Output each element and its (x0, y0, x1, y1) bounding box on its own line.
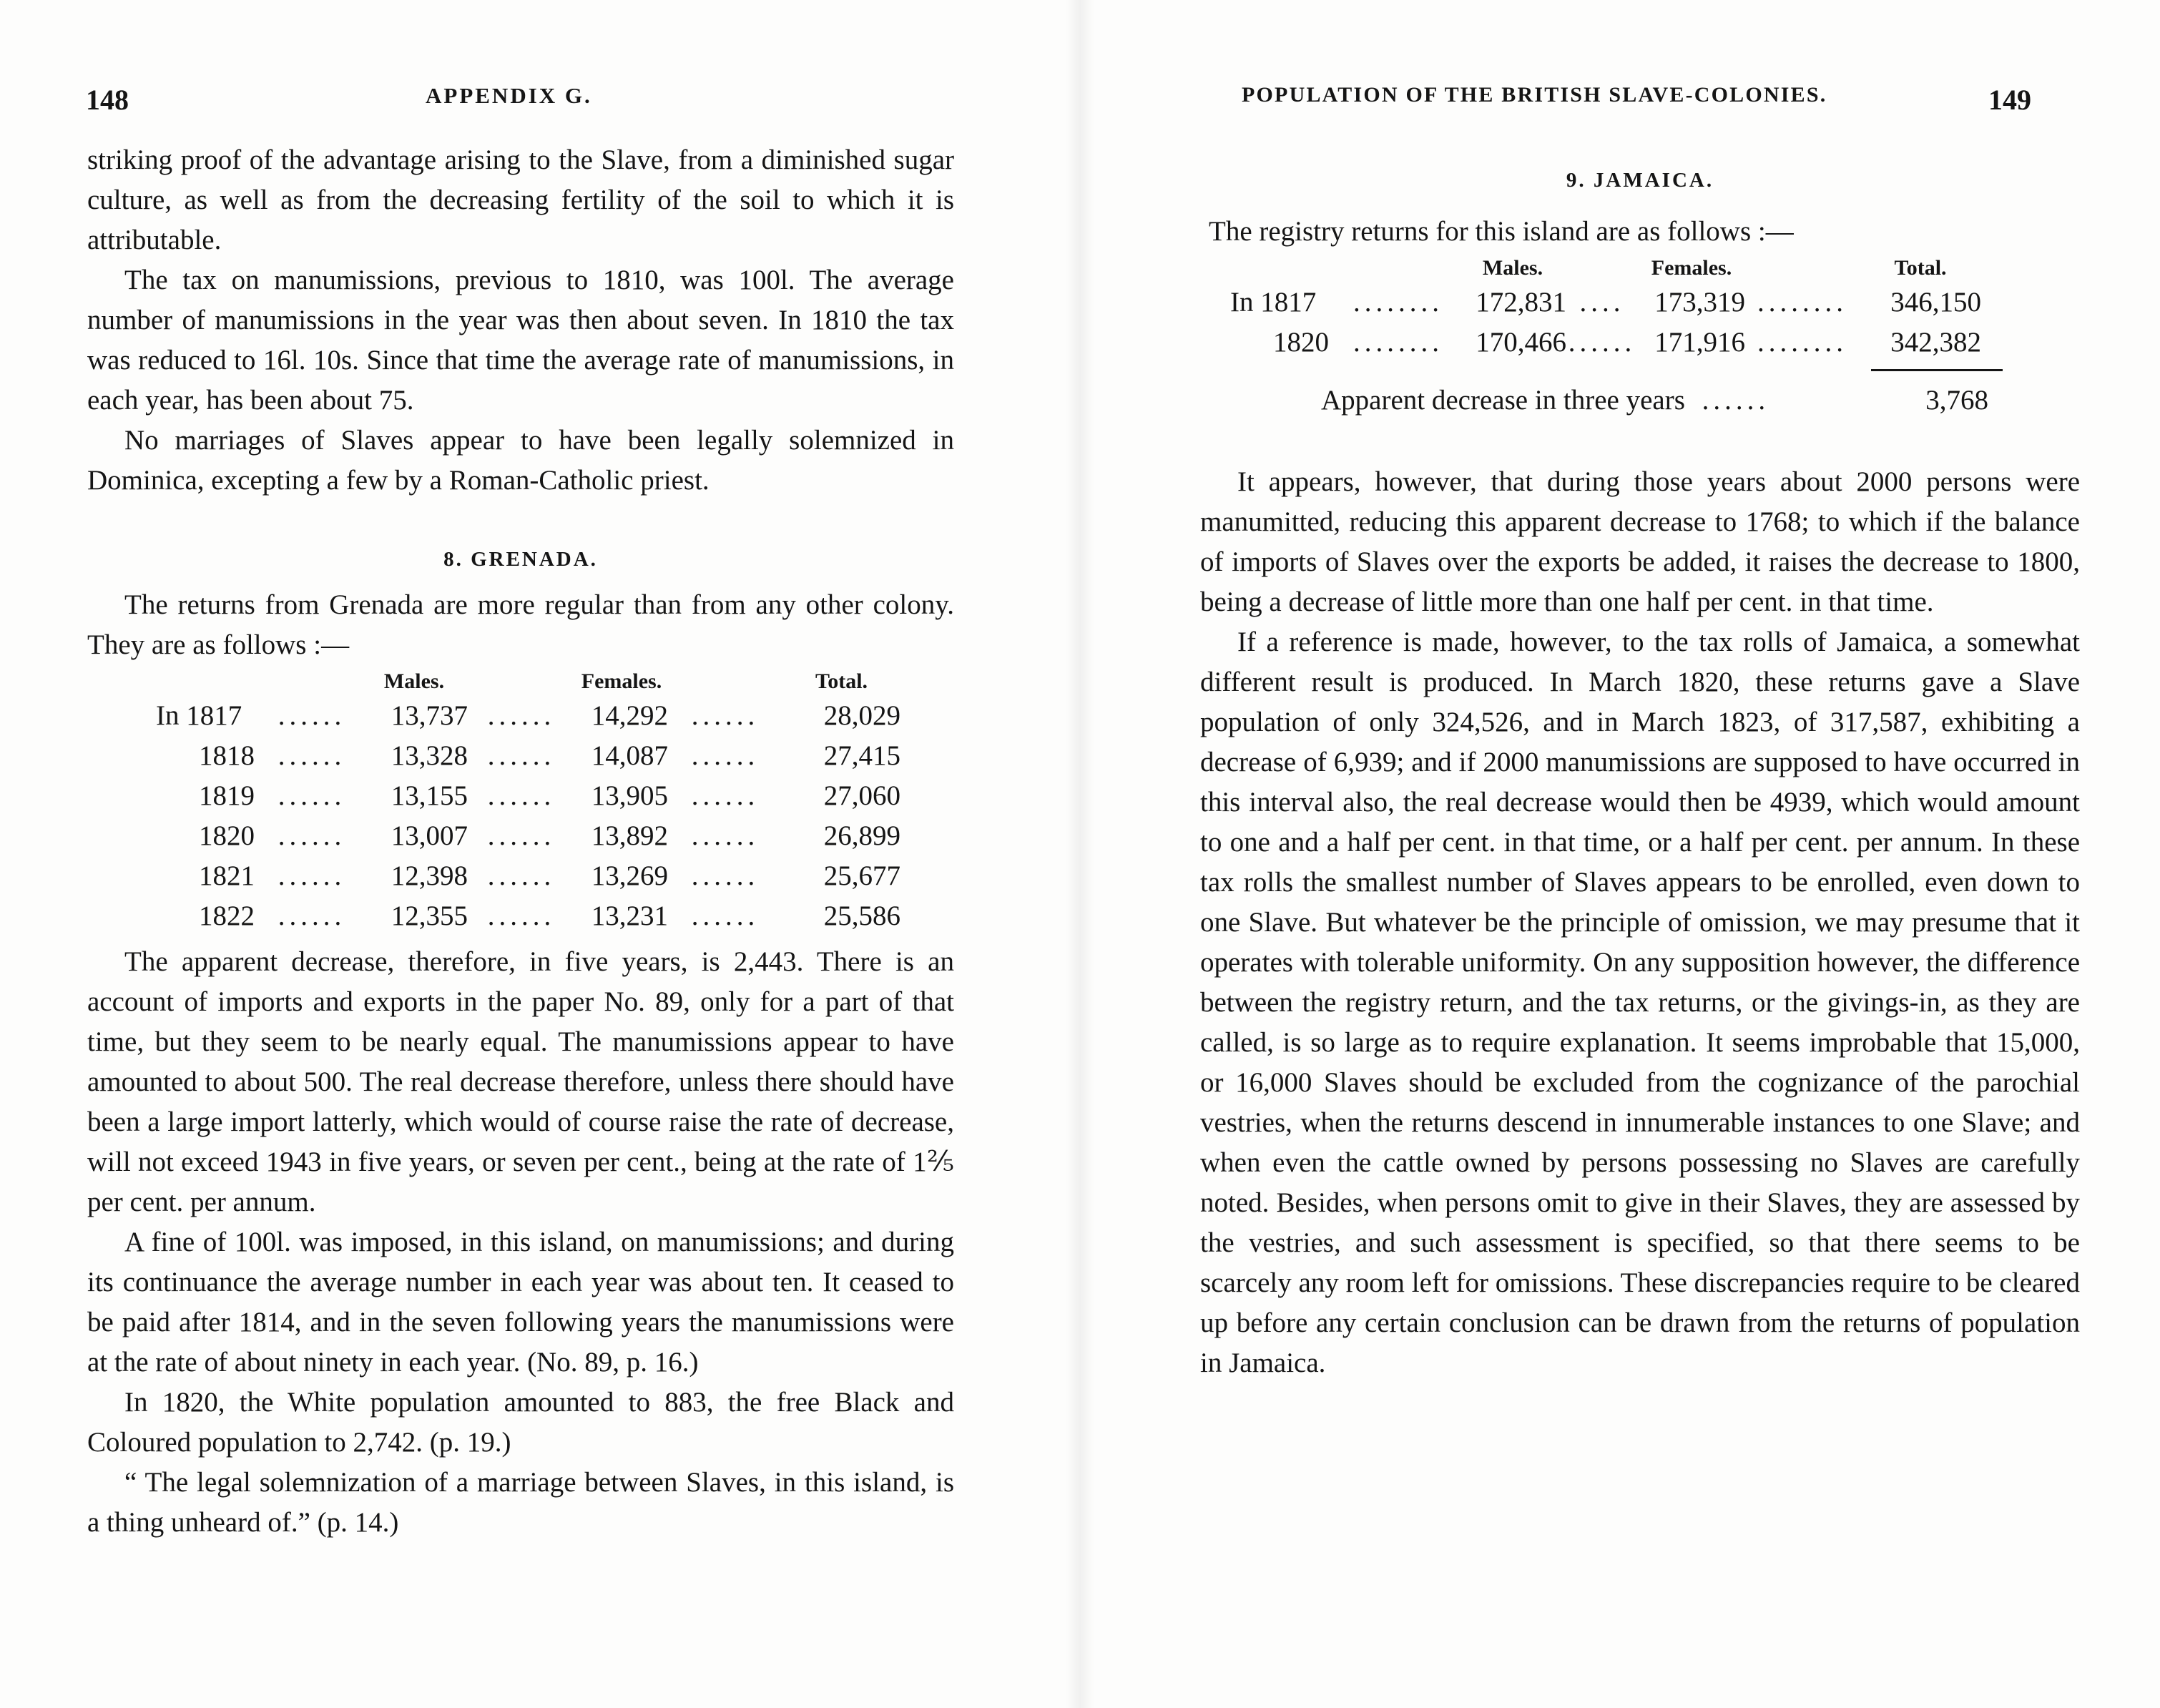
jamaica-text-block (1200, 462, 2080, 1383)
paragraph: The tax on manumissions, previous to 1810, was 100l. The average number of manumissions in the year was then about seven. In 1810 the tax was reduced to 16l. 10s. Since that time the average rate of manumissions, in each year, has been about 75. (87, 265, 954, 416)
paragraph: It appears, however, that during those years about 2000 persons were manumitted, reducing this apparent decrease to 1768; to which if the balance of imports of Slaves over the exports be added, it raises the decrease to 1800, being a decrease of little more than one half per cent. in that time. (1200, 466, 2080, 617)
total-cell: 27,060 (823, 780, 900, 811)
males-cell: 13,737 (391, 700, 468, 731)
females-cell: 173,319 (1654, 286, 1745, 318)
table-row (156, 855, 900, 895)
leader-dots: ...... (278, 900, 346, 931)
year-cell: In 1817 (156, 700, 242, 731)
females-cell: 14,087 (591, 740, 668, 771)
summary-label: Apparent decrease in three years ...... (1321, 385, 1770, 416)
females-cell: 13,892 (591, 820, 668, 851)
leader-dots: ...... (278, 780, 346, 811)
paragraph: A fine of 100l. was imposed, in this island, on manumissions; and during its continuance the average number in each year was about ten. It ceased to be paid after 1814, and in the seven following years the manumissions were at the rate of about ninety in each year. (No. 89, p. 16.) (87, 1227, 954, 1378)
year-cell: 1820 (199, 820, 255, 851)
column-header: Females. (581, 669, 662, 693)
leader-dots: ...... (691, 700, 760, 731)
females-cell: 13,231 (591, 900, 668, 931)
table-row (156, 775, 900, 815)
section-title-grenada: 8. GRENADA. (443, 548, 598, 571)
leader-dots: ...... (487, 700, 556, 731)
paragraph: In 1820, the White population amounted to 883, the free Black and Coloured population to 2,742. (p. 19.) (87, 1387, 954, 1458)
jamaica-returns-table (1230, 255, 1981, 362)
leader-dots: ...... (278, 700, 346, 731)
leader-dots: ........ (1757, 326, 1847, 358)
paragraph: striking proof of the advantage arising to the Slave, from a diminished sugar culture, as well as from the decreasing fertility of the soil to which it is attributable. (87, 144, 954, 255)
leader-dots: ...... (1702, 385, 1770, 416)
paragraph: “ The legal solemnization of a marriage between Slaves, in this island, is a thing unheard of.” (p. 14.) (87, 1467, 954, 1538)
column-header: Total. (1894, 256, 1947, 280)
table-row (1230, 282, 1981, 322)
males-cell: 172,831 (1476, 286, 1566, 318)
total-cell: 342,382 (1890, 326, 1981, 358)
females-cell: 13,269 (591, 860, 668, 891)
summary-value: 3,768 (1925, 385, 1988, 416)
year-cell: 1820 (1273, 326, 1329, 358)
table-row (156, 735, 900, 775)
total-cell: 27,415 (823, 740, 900, 771)
males-cell: 12,355 (391, 900, 468, 931)
leader-dots: ........ (1757, 286, 1847, 318)
year-cell: 1819 (199, 780, 255, 811)
leader-dots: ...... (278, 860, 346, 891)
males-cell: 13,155 (391, 780, 468, 811)
section-title-jamaica: 9. JAMAICA. (1566, 169, 1714, 192)
leader-dots: ...... (487, 740, 556, 771)
leader-dots: ...... (691, 780, 760, 811)
males-cell: 12,398 (391, 860, 468, 891)
grenada-returns-table (156, 668, 900, 936)
total-cell: 25,586 (823, 900, 900, 931)
grenada-intro (87, 585, 954, 665)
running-head: APPENDIX G. (426, 83, 592, 108)
year-cell: 1821 (199, 860, 255, 891)
leader-dots: ...... (691, 820, 760, 851)
leader-dots: ........ (1353, 286, 1443, 318)
leader-dots: ...... (487, 820, 556, 851)
bottom-text-block (87, 942, 954, 1543)
leader-dots: ........ (1353, 326, 1443, 358)
paragraph: If a reference is made, however, to the tax rolls of Jamaica, a somewhat different result is produced. In March 1820, these returns gave a Slave population of only 324,526, and in March 1823, of 317,587, exhibiting a decrease of 6,939; and if 2000 manumissions are supposed to have occurred in this interval also, the real decrease would then be 4939, which would amount to one and a half per cent. in that time, or a half per cent. per annum. In these tax rolls the smallest number of Slaves appears to be enrolled, even down to one Slave. But whatever be the principle of omission, we may presume that it operates with tolerable uniformity. On any supposition however, the difference between the registry return, and the tax returns, or the givings-in, as they are called, is so large as to require explanation. It seems improbable that 15,000, or 16,000 Slaves should be excluded from the cognizance of the parochial vestries, when the returns descend in innumerable instances to one Slave; and when even the cattle owned by persons possessing no Slaves are carefully noted. Besides, when persons omit to give in their Slaves, they are assessed by the vestries, and such assessment is specified, so that there seems to be scarcely any room left for omissions. These discrepancies require to be cleared up before any certain conclusion can be drawn from the returns of population in Jamaica. (1200, 627, 2080, 1378)
table-row (156, 895, 900, 936)
leader-dots: ...... (487, 780, 556, 811)
column-header: Males. (1482, 256, 1543, 280)
running-head: POPULATION OF THE BRITISH SLAVE-COLONIES. (1242, 83, 1827, 107)
leader-dots: ...... (278, 740, 346, 771)
males-cell: 13,007 (391, 820, 468, 851)
year-cell: In 1817 (1230, 286, 1317, 318)
total-cell: 346,150 (1890, 286, 1981, 318)
year-cell: 1822 (199, 900, 255, 931)
column-header: Total. (815, 669, 868, 693)
table-row (156, 695, 900, 735)
top-text-block (87, 140, 954, 501)
column-header: Males. (383, 669, 445, 693)
total-cell: 25,677 (823, 860, 900, 891)
leader-dots: ...... (487, 900, 556, 931)
leader-dots: .... (1579, 286, 1625, 318)
page-number: 148 (86, 84, 129, 116)
column-header: Females. (1651, 256, 1732, 280)
jamaica-intro (1200, 212, 2080, 252)
leader-dots: ...... (691, 860, 760, 891)
males-cell: 170,466 (1476, 326, 1566, 358)
females-cell: 13,905 (591, 780, 668, 811)
leader-dots: ...... (691, 900, 760, 931)
paragraph: The returns from Grenada are more regular than from any other colony. They are as follows :— (87, 589, 954, 660)
apparent-decrease-row (1321, 384, 1988, 416)
total-cell: 26,899 (823, 820, 900, 851)
table-row (156, 815, 900, 855)
total-cell: 28,029 (823, 700, 900, 731)
year-cell: 1818 (199, 740, 255, 771)
leader-dots: ...... (1568, 326, 1636, 358)
females-cell: 14,292 (591, 700, 668, 731)
paragraph: No marriages of Slaves appear to have been legally solemnized in Dominica, excepting a few by a Roman-Catholic priest. (87, 425, 954, 496)
paragraph: The apparent decrease, therefore, in five years, is 2,443. There is an account of imports and exports in the paper No. 89, only for a part of that time, but they seem to be nearly equal. The manumissions appear to have amounted to about 500. The real decrease therefore, unless there should have been a large import latterly, which would of course raise the rate of decrease, will not exceed 1943 in five years, or seven per cent., being at the rate of 1⅖ per cent. per annum. (87, 946, 954, 1217)
table-header-row (1230, 255, 1981, 282)
leader-dots: ...... (487, 860, 556, 891)
paragraph: The registry returns for this island are as follows :— (1209, 216, 1794, 247)
leader-dots: ...... (278, 820, 346, 851)
table-header-row (156, 668, 900, 695)
males-cell: 13,328 (391, 740, 468, 771)
table-row (1230, 322, 1981, 362)
females-cell: 171,916 (1654, 326, 1745, 358)
page-number: 149 (1988, 84, 2031, 116)
sum-rule (1871, 369, 2003, 371)
leader-dots: ...... (691, 740, 760, 771)
right-page (1080, 0, 2160, 1708)
